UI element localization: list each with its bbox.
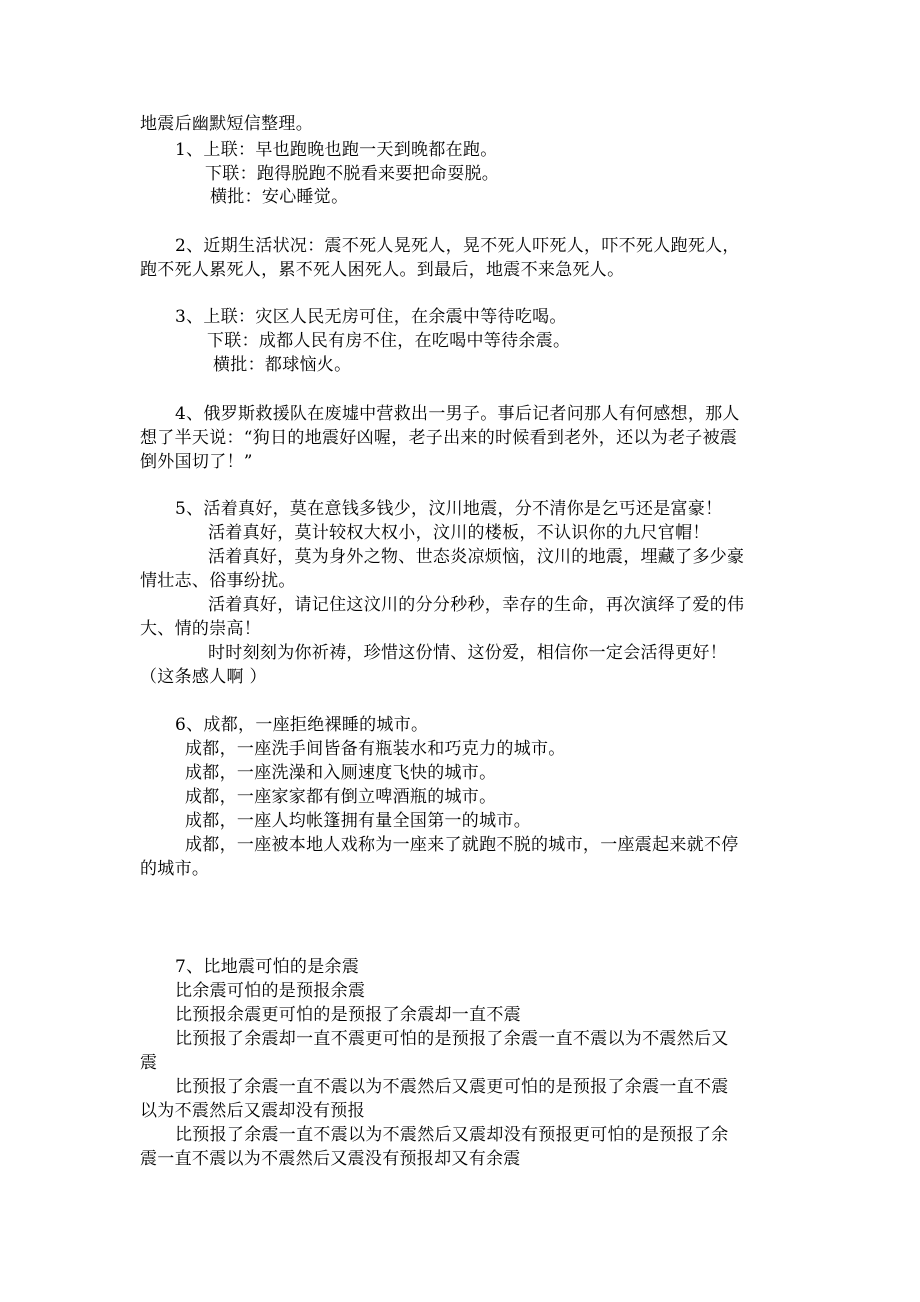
- document-title: 地震后幽默短信整理。: [140, 114, 313, 134]
- item7-line9: 震一直不震以为不震然后又震没有预报却又有余震: [140, 1149, 521, 1169]
- item5-line6: 大、情的崇高！: [140, 619, 262, 639]
- item7-line5: 震: [140, 1053, 158, 1073]
- item5-line8: （这条感人啊 ）: [140, 667, 267, 687]
- item1-banner: 横批：安心睡觉。: [210, 187, 349, 207]
- item5-line3: 活着真好，莫为身外之物、世态炎凉烦恼，汶川的地震，埋藏了多少豪: [208, 547, 745, 567]
- item7-line7: 以为不震然后又震却没有预报: [140, 1101, 365, 1121]
- item6-line2: 成都，一座洗手间皆备有瓶装水和巧克力的城市。: [185, 739, 566, 759]
- item6-line1: 6、成都，一座拒绝裸睡的城市。: [175, 715, 429, 735]
- item5-line1: 5、活着真好，莫在意钱多钱少，汶川地震，分不清你是乞丐还是富豪！: [175, 499, 723, 519]
- item3-banner: 横批：都球恼火。: [213, 355, 352, 375]
- item2-line1: 2、近期生活状况：震不死人晃死人，晃不死人吓死人，吓不死人跑死人，: [175, 236, 740, 256]
- item7-line4: 比预报了余震却一直不震更可怕的是预报了余震一直不震以为不震然后又: [175, 1029, 729, 1049]
- item7-line3: 比预报余震更可怕的是预报了余震却一直不震: [175, 1005, 521, 1025]
- item5-line2: 活着真好，莫计较权大权小，汶川的楼板，不认识你的九尺官帽！: [208, 523, 710, 543]
- item5-line7: 时时刻刻为你祈祷，珍惜这份情、这份爱，相信你一定会活得更好！: [208, 643, 727, 663]
- item4-line1: 4、俄罗斯救援队在废墟中营救出一男子。事后记者问那人有何感想，那人: [175, 404, 740, 424]
- item6-line4: 成都，一座家家都有倒立啤酒瓶的城市。: [185, 787, 497, 807]
- item7-line2: 比余震可怕的是预报余震: [175, 981, 366, 1001]
- item3-upper: 3、上联：灾区人民无房可住，在余震中等待吃喝。: [175, 307, 567, 327]
- item6-line7: 的城市。: [140, 859, 210, 879]
- item7-line6: 比预报了余震一直不震以为不震然后又震更可怕的是预报了余震一直不震: [175, 1077, 729, 1097]
- item4-line2: 想了半天说：“狗日的地震好凶喔，老子出来的时候看到老外，还以为老子被震: [140, 428, 738, 448]
- item7-line1: 7、比地震可怕的是余震: [175, 957, 360, 977]
- item7-line8: 比预报了余震一直不震以为不震然后又震却没有预报更可怕的是预报了余: [175, 1125, 729, 1145]
- item2-line2: 跑不死人累死人，累不死人困死人。到最后，地震不来急死人。: [140, 260, 625, 280]
- item6-line6: 成都，一座被本地人戏称为一座来了就跑不脱的城市，一座震起来就不停: [185, 835, 739, 855]
- item4-line3: 倒外国切了！”: [140, 452, 253, 472]
- item6-line5: 成都，一座人均帐篷拥有量全国第一的城市。: [185, 811, 531, 831]
- item3-lower: 下联：成都人民有房不住，在吃喝中等待余震。: [207, 331, 571, 351]
- item5-line4: 情壮志、俗事纷扰。: [140, 571, 296, 591]
- item6-line3: 成都，一座洗澡和入厕速度飞快的城市。: [185, 763, 497, 783]
- item1-lower: 下联：跑得脱跑不脱看来要把命耍脱。: [205, 164, 500, 184]
- item1-upper: 1、上联：早也跑晚也跑一天到晚都在跑。: [175, 140, 498, 160]
- item5-line5: 活着真好，请记住这汶川的分分秒秒，幸存的生命，再次演绎了爱的伟: [208, 595, 745, 615]
